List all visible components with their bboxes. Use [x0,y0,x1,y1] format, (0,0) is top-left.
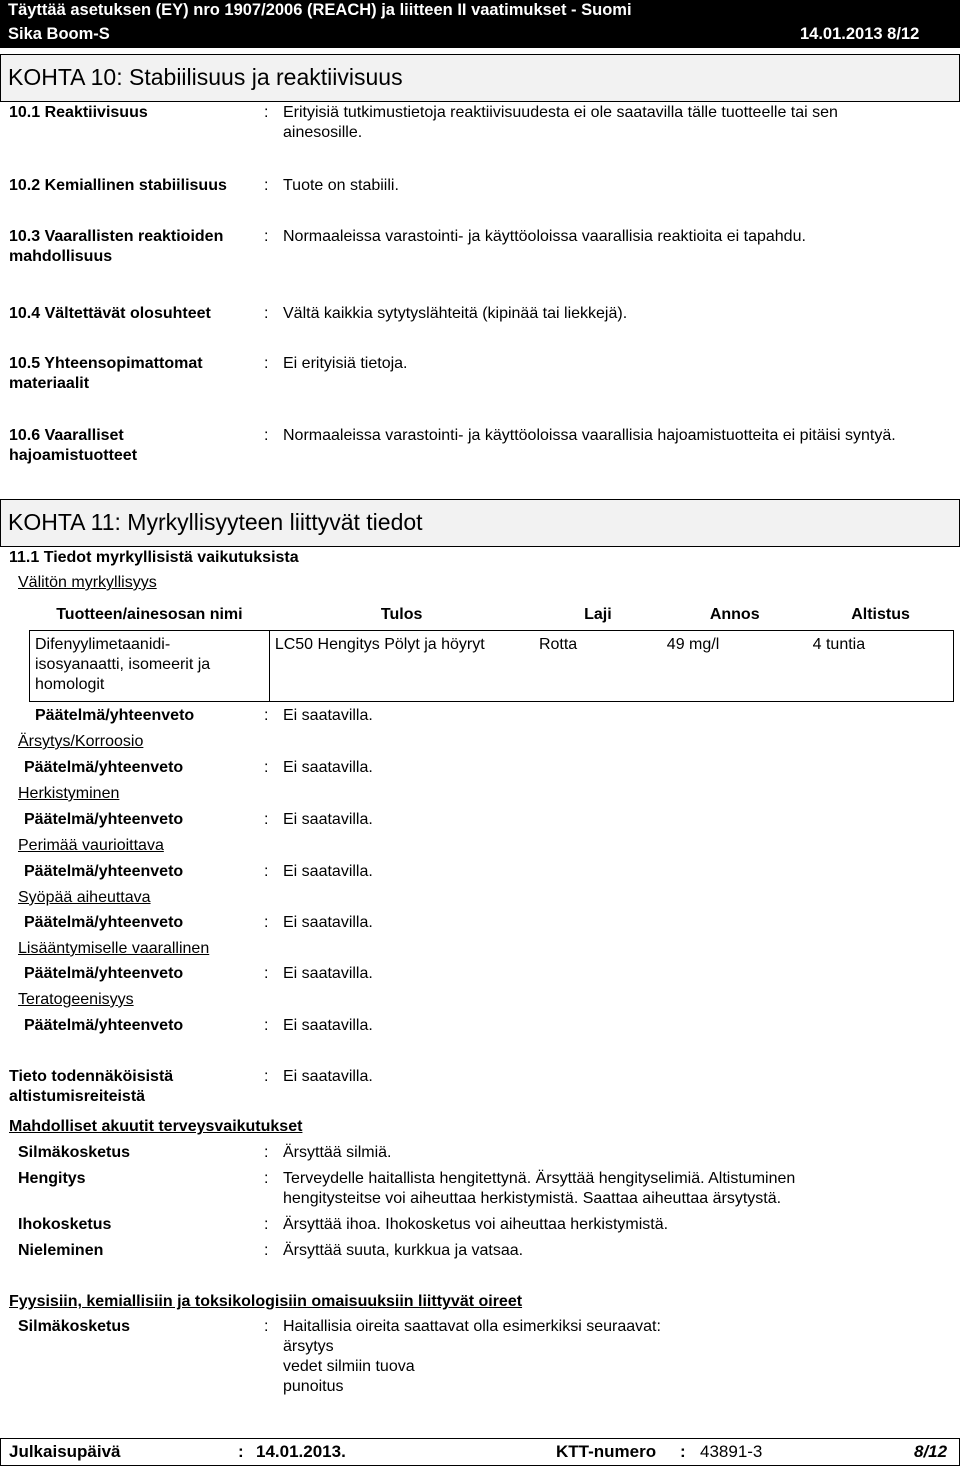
colon: : [264,104,269,121]
decomposition-products-label-cont: hajoamistuotteet [9,447,138,464]
acute-toxicity-table [29,600,954,702]
hazardous-reactions-label: 10.3 Vaarallisten reaktioiden [9,228,224,245]
symptoms-value-line: punoitus [283,1378,344,1395]
conclusion-label: Päätelmä/yhteenveto [35,707,195,724]
colon: : [264,1144,269,1161]
colon: : [264,1068,269,1085]
reproductive-toxicity-heading: Lisääntymiselle vaarallinen [18,940,210,957]
exposure-routes-value: Ei saatavilla. [283,1068,373,1085]
chemical-stability-label: 10.2 Kemiallinen stabiilisuus [9,177,227,194]
reactivity-label: 10.1 Reaktiivisuus [9,104,148,121]
product-name: Sika Boom-S [8,25,110,43]
table-header-row [30,600,954,631]
conditions-to-avoid-label: 10.4 Vältettävät olosuhteet [9,305,211,322]
skin-contact-value: Ärsyttää ihoa. Ihokosketus voi aiheuttaa herkistymistä. [283,1216,669,1233]
issue-date-label: Julkaisupäivä [9,1442,121,1461]
incompatible-materials-label: 10.5 Yhteensopimattomat [9,355,203,372]
conditions-to-avoid-value: Vältä kaikkia sytytyslähteitä (kipinää tai liekkejä). [283,305,628,322]
reactivity-value: Erityisiä tutkimustietoja reaktiivisuudesta ei ole saatavilla tälle tuotteelle tai sen [283,104,838,121]
ktt-number-value: 43891-3 [700,1442,763,1461]
decomposition-products-label: 10.6 Vaaralliset [9,427,124,444]
colon: : [264,1216,269,1233]
conclusion-value: Ei saatavilla. [283,965,373,982]
column-header: Tulos [269,600,534,631]
colon: : [264,228,269,245]
conclusion-label: Päätelmä/yhteenveto [24,863,184,880]
toxic-effects-subtitle: 11.1 Tiedot myrkyllisistä vaikutuksista [9,549,299,566]
colon: : [264,759,269,776]
conclusion-label: Päätelmä/yhteenveto [24,914,184,931]
section-11-title: KOHTA 11: Myrkyllisyyteen liittyvät tiedot [8,509,423,535]
result-cell: LC50 Hengitys Pölyt ja höyryt [269,631,534,702]
incompatible-materials-value: Ei erityisiä tietoja. [283,355,408,372]
colon: : [264,965,269,982]
ingredient-name-cell [30,631,270,702]
symptoms-value-line: vedet silmiin tuova [283,1358,415,1375]
inhalation-value-cont: hengitysteitse voi aiheuttaa herkistymistä. Saattaa aiheuttaa ärsytystä. [283,1190,782,1207]
eye-contact-value: Ärsyttää silmiä. [283,1144,392,1161]
carcinogenicity-heading: Syöpää aiheuttava [18,889,151,906]
colon: : [264,305,269,322]
exposure-routes-label-cont: altistumisreiteistä [9,1088,146,1105]
symptoms-value: Haitallisia oireita saattavat olla esimerkiksi seuraavat: [283,1318,661,1335]
incompatible-materials-label-cont: materiaalit [9,375,90,392]
conclusion-label: Päätelmä/yhteenveto [24,759,184,776]
species-cell: Rotta [534,631,662,702]
decomposition-products-value: Normaaleissa varastointi- ja käyttöoloissa vaarallisia hajoamistuotteita ei pitäisi syntyä. [283,427,896,444]
colon: : [264,811,269,828]
eye-contact-label: Silmäkosketus [18,1144,131,1161]
acute-toxicity-heading: Välitön myrkyllisyys [18,574,157,591]
hazardous-reactions-value: Normaaleissa varastointi- ja käyttöoloissa vaarallisia reaktioita ei tapahdu. [283,228,806,245]
chemical-stability-value: Tuote on stabiili. [283,177,399,194]
exposure-routes-label: Tieto todennäköisistä [9,1068,174,1085]
mutagenicity-heading: Perimää vaurioittava [18,837,164,854]
section-10-title: KOHTA 10: Stabiilisuus ja reaktiivisuus [8,64,403,90]
conclusion-value: Ei saatavilla. [283,707,373,724]
colon: : [264,707,269,724]
colon: : [264,1242,269,1259]
symptoms-heading: Fyysisiin, kemiallisiin ja toksikologisiin omaisuuksiin liittyvät oireet [9,1293,523,1310]
colon: : [264,1017,269,1034]
ingredient-name-line: Difenyylimetaanidi- [35,636,171,653]
page-number: 8/12 [914,1442,948,1461]
irritation-corrosion-heading: Ärsytys/Korroosio [18,733,144,750]
inhalation-label: Hengitys [18,1170,86,1187]
conclusion-value: Ei saatavilla. [283,863,373,880]
dose-cell: 49 mg/l [662,631,808,702]
conclusion-label: Päätelmä/yhteenveto [24,1017,184,1034]
header-date-page: 14.01.2013 8/12 [800,25,920,43]
conclusion-label: Päätelmä/yhteenveto [24,965,184,982]
ingredient-name-line: homologit [35,676,105,693]
ktt-number-label: KTT-numero [556,1442,657,1461]
conclusion-value: Ei saatavilla. [283,759,373,776]
symptoms-value-line: ärsytys [283,1338,334,1355]
colon: : [264,863,269,880]
colon: : [264,427,269,444]
ingestion-label: Nieleminen [18,1242,104,1259]
colon: : [680,1442,686,1461]
colon: : [264,1318,269,1335]
column-header: Altistus [808,600,954,631]
document-footer [0,1438,960,1466]
conclusion-value: Ei saatavilla. [283,914,373,931]
exposure-cell: 4 tuntia [808,631,954,702]
colon: : [264,1170,269,1187]
symptoms-eye-label: Silmäkosketus [18,1318,131,1335]
inhalation-value: Terveydelle haitallista hengitettynä. Ärsyttää hengityselimiä. Altistuminen [283,1170,796,1187]
hazardous-reactions-label-cont: mahdollisuus [9,248,113,265]
ingredient-name-line: isosyanaatti, isomeerit ja [35,656,211,673]
skin-contact-label: Ihokosketus [18,1216,112,1233]
conclusion-label: Päätelmä/yhteenveto [24,811,184,828]
column-header: Tuotteen/ainesosan nimi [30,600,270,631]
conclusion-value: Ei saatavilla. [283,1017,373,1034]
column-header: Laji [534,600,662,631]
ingestion-value: Ärsyttää suuta, kurkkua ja vatsaa. [283,1242,524,1259]
column-header: Annos [662,600,808,631]
colon: : [264,177,269,194]
table-row [30,631,954,702]
reactivity-value-cont: ainesosille. [283,124,363,141]
colon: : [264,355,269,372]
conclusion-value: Ei saatavilla. [283,811,373,828]
colon: : [238,1442,244,1461]
sensitisation-heading: Herkistyminen [18,785,120,802]
issue-date-value: 14.01.2013. [256,1442,346,1461]
regulation-title: Täyttää asetuksen (EY) nro 1907/2006 (REACH) ja liitteen II vaatimukset - Suomi [8,1,632,19]
colon: : [264,914,269,931]
teratogenicity-heading: Teratogeenisyys [18,991,134,1008]
acute-effects-heading: Mahdolliset akuutit terveysvaikutukset [9,1118,303,1135]
